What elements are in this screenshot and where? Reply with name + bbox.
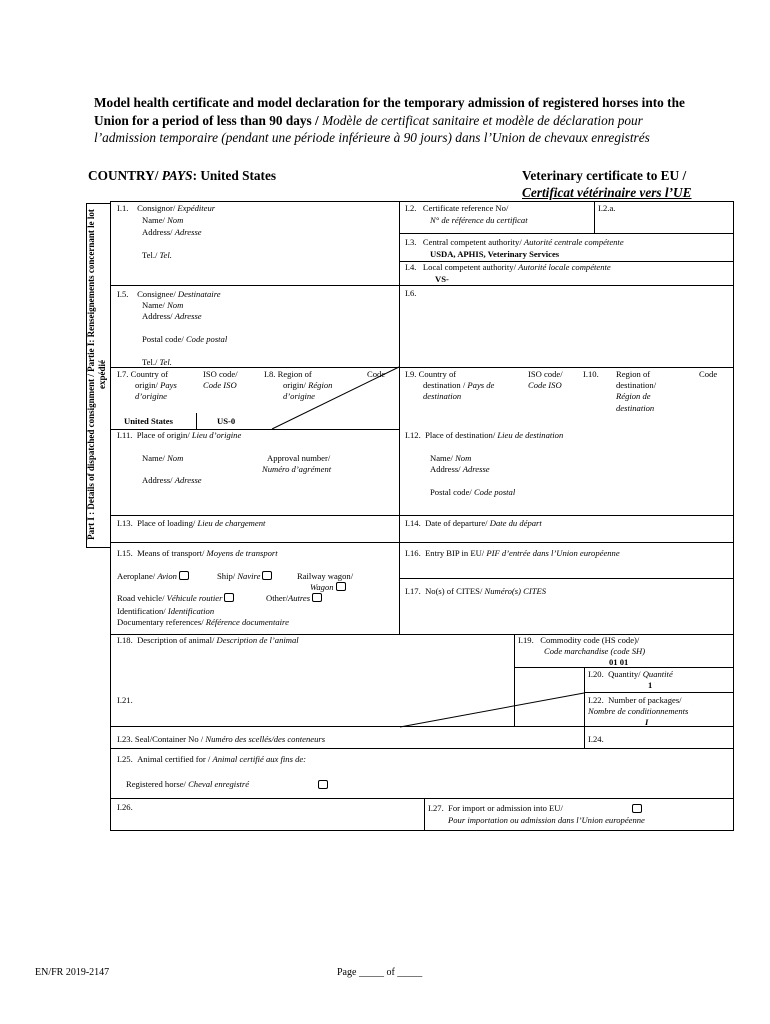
field-i26: I.26. xyxy=(117,802,133,812)
destination-name-label: Name/ Nom xyxy=(430,453,472,463)
region-destination-line1: Region of xyxy=(616,369,651,379)
country-value: : United States xyxy=(192,168,277,183)
field-date-departure: I.14. Date of departure/ Date du départ xyxy=(405,518,542,528)
consignee-address-label: Address/ Adresse xyxy=(142,311,202,321)
number-packages-value: I xyxy=(645,717,649,727)
consignee-postal-label: Postal code/ Code postal xyxy=(142,334,228,344)
consignor-address-label: Address/ Adresse xyxy=(142,227,202,237)
destination-postal-label: Postal code/ Code postal xyxy=(430,487,516,497)
local-authority-value: VS- xyxy=(435,274,449,284)
field-place-origin: I.11. Place of origin/ Lieu d’origine xyxy=(117,430,242,440)
consignor-name-label: Name/ Nom xyxy=(142,215,184,225)
country-origin-line2: origin/ Pays xyxy=(135,380,177,390)
vet-cert-french: Certificat vétérinaire vers l’UE xyxy=(522,185,692,200)
country-destination-line3: destination xyxy=(423,391,462,401)
country-line: COUNTRY/ PAYS: United States xyxy=(88,168,277,183)
transport-identification: Identification/ Identification xyxy=(117,606,215,616)
number-packages-fr: Nombre de conditionnements xyxy=(588,706,689,716)
iso-code-label-fr: Code ISO xyxy=(203,380,237,390)
quantity-value: 1 xyxy=(648,680,653,690)
other-checkbox[interactable] xyxy=(312,593,322,602)
railway-checkbox[interactable] xyxy=(336,582,346,591)
field-region-destination-num: I.10. xyxy=(583,369,599,379)
destination-iso-label: ISO code/ xyxy=(528,369,563,379)
field-country-destination: I.9. Country of xyxy=(405,369,457,379)
iso-code-value: US-0 xyxy=(217,416,236,426)
aeroplane-checkbox[interactable] xyxy=(179,571,189,580)
iso-code-label: ISO code/ xyxy=(203,369,238,379)
country-origin-value: United States xyxy=(124,416,173,426)
field-number-packages: I.22. Number of packages/ xyxy=(588,695,682,705)
field-description-animal: I.18. Description of animal/ Description de l’animal xyxy=(117,635,299,645)
region-origin-line2: origin/ Région xyxy=(283,380,333,390)
country-origin-line3: d’origine xyxy=(135,391,167,401)
transport-documents: Documentary references/ Référence documentaire xyxy=(117,617,289,627)
origin-name-label: Name/ Nom xyxy=(142,453,184,463)
field-entry-bip: I.16. Entry BIP in EU/ PIF d’entrée dans l’Union européenne xyxy=(405,548,620,558)
approval-number-label-fr: Numéro d’agrément xyxy=(262,464,332,474)
page-number: Page _____ of _____ xyxy=(337,967,423,978)
field-means-transport: I.15. Means of transport/ Moyens de transport xyxy=(117,548,278,558)
ship-checkbox[interactable] xyxy=(262,571,272,580)
registered-horse-checkbox[interactable] xyxy=(318,780,328,789)
transport-railway-label: Railway wagon/ xyxy=(297,571,354,581)
field-consignee: I.5. Consignee/ Destinataire xyxy=(117,289,221,299)
field-certificate-reference: I.2. Certificate reference No/ xyxy=(405,203,509,213)
field-animal-certified: I.25. Animal certified for / Animal certifié aux fins de: xyxy=(117,754,307,764)
field-seal-container: I.23. Seal/Container No / Numéro des scellés/des conteneurs xyxy=(117,734,326,744)
transport-other[interactable]: Other/Autres xyxy=(266,593,322,604)
region-origin-line3: d’origine xyxy=(283,391,315,401)
field-region-origin: I.8. Region of xyxy=(264,369,312,379)
consignee-tel-label: Tel./ Tel. xyxy=(142,357,172,367)
commodity-code-fr: Code marchandise (code SH) xyxy=(544,646,646,656)
region-destination-line2: destination/ xyxy=(616,380,657,390)
origin-address-label: Address/ Adresse xyxy=(142,475,202,485)
transport-road[interactable]: Road vehicle/ Véhicule routier xyxy=(117,593,234,604)
field-consignor: I.1. Consignor/ Expéditeur xyxy=(117,203,216,213)
approval-number-label: Approval number/ xyxy=(267,453,331,463)
field-central-authority: I.3. Central competent authority/ Autorité centrale compétente xyxy=(405,237,624,247)
document-code: EN/FR 2019-2147 xyxy=(35,967,110,978)
title-french: Modèle de certificat sanitaire et modèle de déclaration pour l’admission temporaire (pendant une période inférieure à 90 jours) dans l’Union de chevaux enregistrés xyxy=(94,112,650,145)
consignor-tel-label: Tel./ Tel. xyxy=(142,250,172,260)
field-country-origin: I.7. Country of xyxy=(117,369,169,379)
field-local-authority: I.4. Local competent authority/ Autorité locale compétente xyxy=(405,262,611,272)
field-cites: I.17. No(s) of CITES/ Numéro(s) CITES xyxy=(405,586,547,596)
field-place-loading: I.13. Place of loading/ Lieu de chargement xyxy=(117,518,266,528)
transport-aeroplane[interactable]: Aeroplane/ Avion xyxy=(117,571,189,582)
certificate-title xyxy=(94,94,690,147)
region-destination-line3: Région de xyxy=(616,391,651,401)
transport-railway[interactable]: Wagon xyxy=(310,582,346,593)
certificate-form xyxy=(110,201,734,831)
registered-horse-option[interactable]: Registered horse/ Cheval enregistré xyxy=(126,779,250,789)
field-i6: I.6. xyxy=(405,288,417,298)
country-destination-line2: destination / Pays de xyxy=(423,380,495,390)
region-destination-code: Code xyxy=(699,369,718,379)
part-one-sidebar-label: Part I : Details of dispatched consignment / Partie I: Renseignements concernant le lot expédié xyxy=(86,209,107,540)
region-destination-line4: destination xyxy=(616,403,655,413)
road-checkbox[interactable] xyxy=(224,593,234,602)
field-i24: I.24. xyxy=(588,734,604,744)
field-quantity: I.20. Quantity/ Quantité xyxy=(588,669,673,679)
region-origin-code: Code xyxy=(367,369,386,379)
transport-ship[interactable]: Ship/ Navire xyxy=(217,571,272,582)
import-admission-fr: Pour importation ou admission dans l’Union européenne xyxy=(448,815,645,825)
import-admission-checkbox[interactable] xyxy=(632,804,642,813)
field-import-admission: I.27. For import or admission into EU/ xyxy=(428,803,563,813)
destination-address-label: Address/ Adresse xyxy=(430,464,490,474)
title-english: Model health certificate and model declaration for the temporary admission of registered horses into the Union for a period of less than 90 days / xyxy=(94,95,685,128)
central-authority-value: USDA, APHIS, Veterinary Services xyxy=(430,249,560,259)
consignee-name-label: Name/ Nom xyxy=(142,300,184,310)
vet-cert-english: Veterinary certificate to EU / xyxy=(522,168,687,183)
certificate-reference-fr: N° de référence du certificat xyxy=(430,215,528,225)
field-commodity-code: I.19. Commodity code (HS code)/ xyxy=(518,635,640,645)
field-place-destination: I.12. Place of destination/ Lieu de destination xyxy=(405,430,564,440)
commodity-code-value: 01 01 xyxy=(609,657,629,667)
field-i21: I.21. xyxy=(117,695,133,705)
field-i2a: I.2.a. xyxy=(598,203,616,213)
destination-iso-label-fr: Code ISO xyxy=(528,380,562,390)
